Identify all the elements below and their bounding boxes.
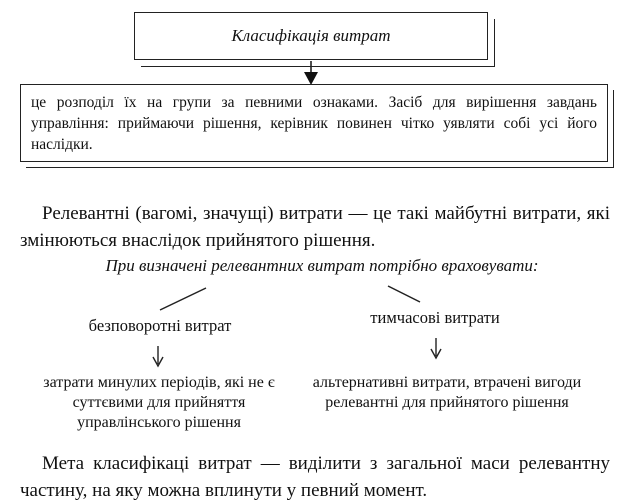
left-branch-line <box>160 288 206 310</box>
goal-text: Мета класифікаці витрат — виділити з загальної маси релевантну частину, на яку можна вплинути у певний момент. <box>20 453 610 501</box>
branch-desc-temporary: альтернативні витрати, втрачені вигоди релевантні для прийнятого рішення <box>312 374 582 411</box>
branch-label-temporary: тимчасові витрати <box>370 308 500 327</box>
title-box <box>134 12 488 60</box>
left-down-arrow <box>153 346 163 366</box>
right-branch-line <box>388 286 420 302</box>
relevant-costs-text: Релевантні (вагомі, значущі) витрати — це такі майбутні витрати, які змінюються внаслідок прийнятого рішення. <box>20 203 610 251</box>
goal-paragraph <box>20 450 610 504</box>
branch-label-sunk: безповоротні витрат <box>88 316 232 335</box>
subheading: При визначені релевантних витрат потрібно враховувати: <box>105 256 539 275</box>
title-text: Класифікація витрат <box>231 26 391 45</box>
branch-desc-sunk: затрати минулих періодів, які не є суттєвими для прийняття управлінського рішення <box>43 374 275 431</box>
definition-text: це розподіл їх на групи за певними ознаками. Засіб для вирішення завдань управління: приймаючи рішення, керівник повинен чітко уявляти собі усі його наслідки. <box>31 94 597 153</box>
definition-box <box>20 84 608 162</box>
right-down-arrow <box>431 338 441 358</box>
relevant-costs-paragraph <box>20 200 610 254</box>
